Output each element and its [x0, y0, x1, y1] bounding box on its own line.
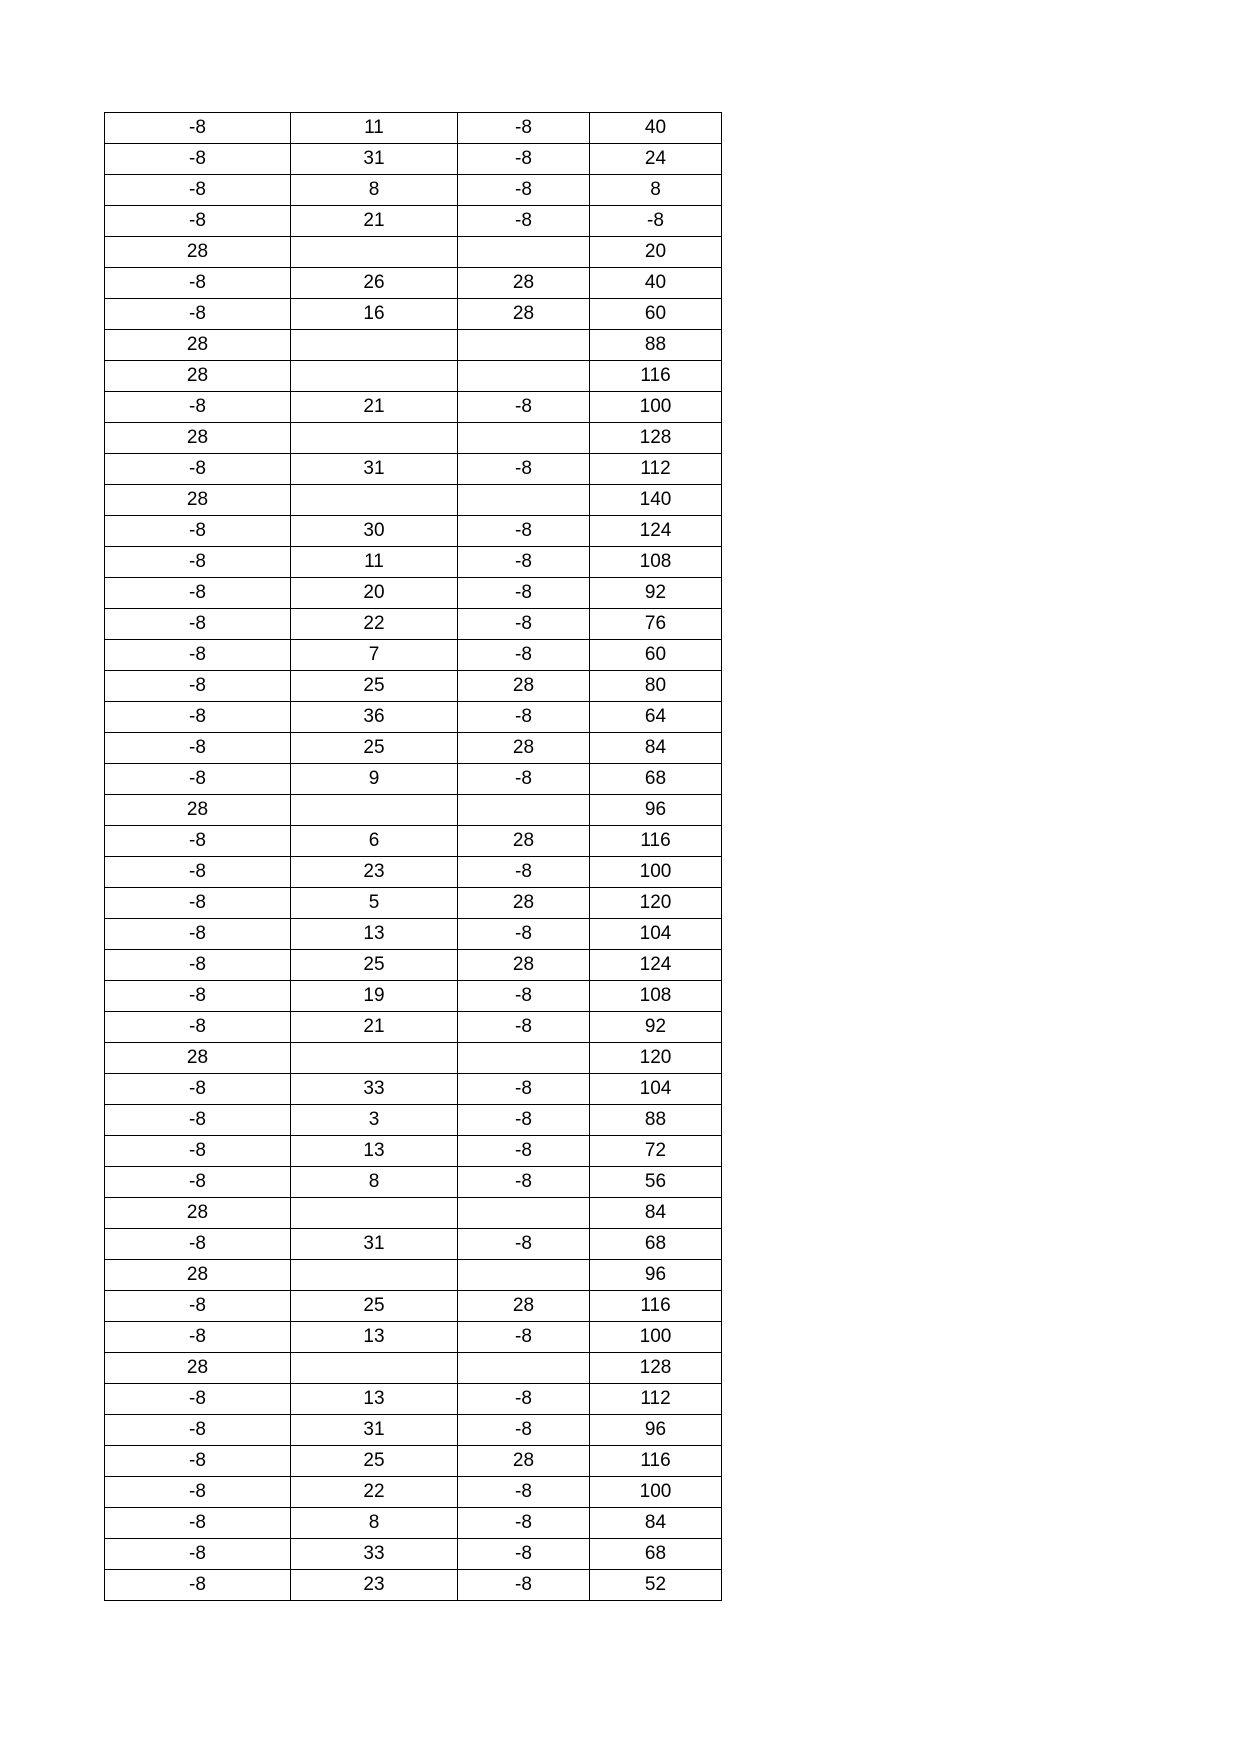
table-cell: 21 — [291, 206, 458, 237]
table-cell: -8 — [105, 1229, 291, 1260]
table-cell: -8 — [105, 919, 291, 950]
table-cell: 11 — [291, 113, 458, 144]
table-row — [105, 578, 722, 609]
table-cell: 40 — [590, 268, 722, 299]
table-cell: 116 — [590, 1291, 722, 1322]
table-cell: 28 — [105, 795, 291, 826]
table-cell: 28 — [458, 888, 590, 919]
table-cell: -8 — [105, 764, 291, 795]
table-cell: 21 — [291, 392, 458, 423]
table-cell: -8 — [458, 609, 590, 640]
table-cell: -8 — [105, 609, 291, 640]
table-cell: -8 — [105, 1167, 291, 1198]
table-row — [105, 919, 722, 950]
table-row — [105, 981, 722, 1012]
table-cell: 13 — [291, 1322, 458, 1353]
table-cell: 108 — [590, 547, 722, 578]
table-row — [105, 795, 722, 826]
table-row — [105, 1074, 722, 1105]
table-cell — [291, 1353, 458, 1384]
table-row — [105, 1539, 722, 1570]
data-table — [104, 112, 722, 1601]
table-cell: 92 — [590, 578, 722, 609]
table-cell: -8 — [458, 1167, 590, 1198]
table-cell: 64 — [590, 702, 722, 733]
table-cell: -8 — [458, 1539, 590, 1570]
table-cell: -8 — [458, 206, 590, 237]
table-row — [105, 144, 722, 175]
table-cell: -8 — [458, 1477, 590, 1508]
table-cell — [291, 237, 458, 268]
table-cell: 16 — [291, 299, 458, 330]
table-cell: 92 — [590, 1012, 722, 1043]
table-cell: -8 — [458, 857, 590, 888]
table-row — [105, 485, 722, 516]
table-cell: 28 — [105, 361, 291, 392]
table-cell: 104 — [590, 1074, 722, 1105]
table-cell: 96 — [590, 1260, 722, 1291]
table-cell: 28 — [458, 733, 590, 764]
table-cell — [458, 1353, 590, 1384]
table-row — [105, 1446, 722, 1477]
table-row — [105, 361, 722, 392]
table-row — [105, 1291, 722, 1322]
table-cell — [458, 361, 590, 392]
table-cell: -8 — [105, 1446, 291, 1477]
table-cell: 140 — [590, 485, 722, 516]
table-cell: -8 — [458, 1136, 590, 1167]
table-cell: -8 — [458, 547, 590, 578]
table-cell: -8 — [105, 1477, 291, 1508]
table-cell: -8 — [458, 1105, 590, 1136]
table-row — [105, 1198, 722, 1229]
table-cell: 13 — [291, 1384, 458, 1415]
table-cell: -8 — [105, 1415, 291, 1446]
table-cell: -8 — [458, 1570, 590, 1601]
table-cell — [458, 1198, 590, 1229]
table-cell: 28 — [105, 423, 291, 454]
table-cell: -8 — [105, 1570, 291, 1601]
table-cell: 88 — [590, 1105, 722, 1136]
table-cell: -8 — [105, 175, 291, 206]
table-cell: -8 — [458, 919, 590, 950]
table-row — [105, 1384, 722, 1415]
table-cell: 100 — [590, 1477, 722, 1508]
table-row — [105, 1105, 722, 1136]
table-cell: 31 — [291, 1415, 458, 1446]
table-cell: 28 — [458, 950, 590, 981]
table-cell: 124 — [590, 516, 722, 547]
table-cell: 60 — [590, 640, 722, 671]
table-cell: -8 — [105, 826, 291, 857]
table-cell: -8 — [105, 1105, 291, 1136]
table-cell: 28 — [458, 268, 590, 299]
table-cell: -8 — [458, 981, 590, 1012]
table-cell: 88 — [590, 330, 722, 361]
table-cell: 19 — [291, 981, 458, 1012]
table-cell: -8 — [105, 702, 291, 733]
table-row — [105, 1043, 722, 1074]
table-row — [105, 1229, 722, 1260]
table-cell: -8 — [105, 1539, 291, 1570]
table-cell: 116 — [590, 1446, 722, 1477]
table-cell: 68 — [590, 764, 722, 795]
table-cell: 8 — [590, 175, 722, 206]
table-cell — [291, 423, 458, 454]
table-cell: 120 — [590, 1043, 722, 1074]
table-body — [105, 113, 722, 1601]
table-cell: -8 — [105, 578, 291, 609]
table-cell: 28 — [105, 1260, 291, 1291]
table-cell: 96 — [590, 1415, 722, 1446]
table-cell: 72 — [590, 1136, 722, 1167]
table-cell: -8 — [105, 144, 291, 175]
table-cell — [291, 1260, 458, 1291]
table-cell: 31 — [291, 144, 458, 175]
table-cell: 76 — [590, 609, 722, 640]
table-cell: -8 — [458, 113, 590, 144]
table-row — [105, 1353, 722, 1384]
table-cell: 5 — [291, 888, 458, 919]
table-cell: -8 — [458, 144, 590, 175]
table-cell: 28 — [458, 299, 590, 330]
table-cell: 25 — [291, 733, 458, 764]
table-cell: -8 — [458, 578, 590, 609]
table-cell: 100 — [590, 392, 722, 423]
table-row — [105, 1570, 722, 1601]
table-cell: -8 — [458, 1415, 590, 1446]
table-cell: -8 — [105, 888, 291, 919]
table-cell: -8 — [458, 1074, 590, 1105]
table-row — [105, 826, 722, 857]
table-cell: 23 — [291, 1570, 458, 1601]
table-cell — [458, 795, 590, 826]
table-cell: 128 — [590, 423, 722, 454]
table-cell: 24 — [590, 144, 722, 175]
table-row — [105, 640, 722, 671]
table-cell: 7 — [291, 640, 458, 671]
table-cell: -8 — [105, 640, 291, 671]
table-cell: 25 — [291, 1446, 458, 1477]
table-cell: -8 — [458, 392, 590, 423]
table-cell: 112 — [590, 454, 722, 485]
table-cell: 128 — [590, 1353, 722, 1384]
table-row — [105, 516, 722, 547]
table-cell: 68 — [590, 1229, 722, 1260]
table-cell: 28 — [458, 671, 590, 702]
table-cell: 20 — [590, 237, 722, 268]
table-cell: 124 — [590, 950, 722, 981]
table-cell: -8 — [105, 1136, 291, 1167]
table-row — [105, 671, 722, 702]
table-cell: 28 — [105, 237, 291, 268]
table-cell: -8 — [105, 1291, 291, 1322]
table-row — [105, 113, 722, 144]
table-row — [105, 237, 722, 268]
table-cell: 116 — [590, 361, 722, 392]
table-cell: 28 — [105, 1043, 291, 1074]
table-cell: 25 — [291, 671, 458, 702]
table-cell: -8 — [105, 671, 291, 702]
table-cell: 22 — [291, 609, 458, 640]
table-cell: 28 — [105, 1198, 291, 1229]
table-row — [105, 1508, 722, 1539]
table-cell: 28 — [105, 485, 291, 516]
table-cell: 104 — [590, 919, 722, 950]
table-cell: 28 — [458, 1291, 590, 1322]
table-cell: -8 — [105, 857, 291, 888]
table-cell: 52 — [590, 1570, 722, 1601]
table-cell: 40 — [590, 113, 722, 144]
table-cell — [458, 485, 590, 516]
table-cell: -8 — [458, 764, 590, 795]
table-row — [105, 1136, 722, 1167]
table-cell: 60 — [590, 299, 722, 330]
table-cell: -8 — [458, 175, 590, 206]
table-cell: -8 — [105, 733, 291, 764]
table-cell: -8 — [105, 981, 291, 1012]
table-cell: 11 — [291, 547, 458, 578]
table-cell: 20 — [291, 578, 458, 609]
table-cell: 84 — [590, 1508, 722, 1539]
table-cell: 25 — [291, 950, 458, 981]
table-cell: -8 — [458, 1384, 590, 1415]
table-cell: -8 — [105, 1508, 291, 1539]
table-row — [105, 733, 722, 764]
table-cell: 22 — [291, 1477, 458, 1508]
table-cell: -8 — [590, 206, 722, 237]
table-cell: 26 — [291, 268, 458, 299]
table-cell: 36 — [291, 702, 458, 733]
table-cell: -8 — [105, 1074, 291, 1105]
spreadsheet-page — [104, 112, 722, 1601]
table-cell: 13 — [291, 919, 458, 950]
table-cell: 8 — [291, 1167, 458, 1198]
table-cell: 9 — [291, 764, 458, 795]
table-cell: -8 — [105, 1322, 291, 1353]
table-row — [105, 206, 722, 237]
table-cell — [458, 1043, 590, 1074]
table-row — [105, 1260, 722, 1291]
table-cell: 33 — [291, 1539, 458, 1570]
table-row — [105, 1012, 722, 1043]
table-row — [105, 268, 722, 299]
table-cell: -8 — [105, 950, 291, 981]
table-cell: 28 — [458, 826, 590, 857]
table-cell: -8 — [105, 206, 291, 237]
table-row — [105, 857, 722, 888]
table-cell: 28 — [458, 1446, 590, 1477]
table-cell — [291, 1198, 458, 1229]
table-cell: -8 — [105, 268, 291, 299]
table-cell: 120 — [590, 888, 722, 919]
table-cell: 30 — [291, 516, 458, 547]
table-row — [105, 1477, 722, 1508]
table-row — [105, 1415, 722, 1446]
table-cell: -8 — [458, 1322, 590, 1353]
table-cell: 23 — [291, 857, 458, 888]
table-cell: 108 — [590, 981, 722, 1012]
table-cell: -8 — [458, 454, 590, 485]
table-cell: -8 — [105, 516, 291, 547]
table-row — [105, 423, 722, 454]
table-cell — [291, 485, 458, 516]
table-cell: 100 — [590, 857, 722, 888]
table-cell: -8 — [105, 1384, 291, 1415]
table-cell: -8 — [458, 1229, 590, 1260]
table-cell: -8 — [458, 516, 590, 547]
table-row — [105, 330, 722, 361]
table-row — [105, 175, 722, 206]
table-cell: -8 — [105, 113, 291, 144]
table-row — [105, 454, 722, 485]
table-cell: 84 — [590, 733, 722, 764]
table-cell: -8 — [105, 547, 291, 578]
table-cell: -8 — [458, 1508, 590, 1539]
table-cell — [291, 361, 458, 392]
table-row — [105, 392, 722, 423]
table-cell: 116 — [590, 826, 722, 857]
table-cell: 3 — [291, 1105, 458, 1136]
table-cell — [291, 1043, 458, 1074]
table-cell: 8 — [291, 175, 458, 206]
table-cell: 8 — [291, 1508, 458, 1539]
table-cell: 31 — [291, 1229, 458, 1260]
table-cell — [458, 237, 590, 268]
table-cell: 100 — [590, 1322, 722, 1353]
table-cell: 112 — [590, 1384, 722, 1415]
table-cell: 28 — [105, 1353, 291, 1384]
table-cell — [291, 795, 458, 826]
table-cell: -8 — [105, 392, 291, 423]
table-row — [105, 888, 722, 919]
table-cell: 56 — [590, 1167, 722, 1198]
table-cell: -8 — [105, 299, 291, 330]
table-row — [105, 702, 722, 733]
table-cell: 80 — [590, 671, 722, 702]
table-cell: 28 — [105, 330, 291, 361]
table-row — [105, 1322, 722, 1353]
table-cell: 84 — [590, 1198, 722, 1229]
table-cell — [458, 330, 590, 361]
table-cell: 68 — [590, 1539, 722, 1570]
table-cell — [291, 330, 458, 361]
table-cell: 6 — [291, 826, 458, 857]
table-cell: 25 — [291, 1291, 458, 1322]
table-cell: -8 — [458, 640, 590, 671]
table-row — [105, 764, 722, 795]
table-row — [105, 609, 722, 640]
table-cell: 21 — [291, 1012, 458, 1043]
table-row — [105, 950, 722, 981]
table-cell: -8 — [105, 1012, 291, 1043]
table-cell: -8 — [458, 1012, 590, 1043]
table-cell: 96 — [590, 795, 722, 826]
table-cell: 13 — [291, 1136, 458, 1167]
table-row — [105, 299, 722, 330]
table-row — [105, 547, 722, 578]
table-cell: 33 — [291, 1074, 458, 1105]
table-cell — [458, 1260, 590, 1291]
table-cell — [458, 423, 590, 454]
table-cell: -8 — [458, 702, 590, 733]
table-cell: 31 — [291, 454, 458, 485]
table-cell: -8 — [105, 454, 291, 485]
table-row — [105, 1167, 722, 1198]
